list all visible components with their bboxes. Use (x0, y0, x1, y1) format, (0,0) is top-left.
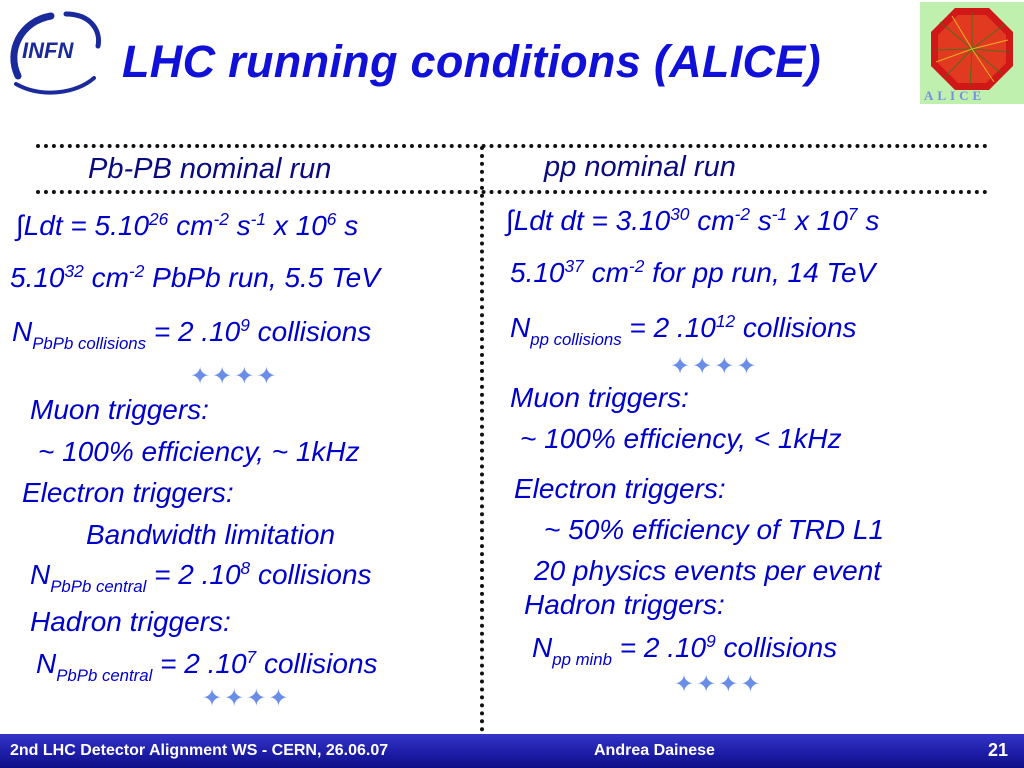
left-hadron-n (36, 646, 378, 685)
collisions-eq: = 2 .10 (146, 316, 241, 347)
lumi-exp: 30 (670, 203, 690, 224)
alice-logo (920, 2, 1024, 104)
lumi-exp: -1 (771, 203, 788, 224)
electron-n: N (30, 559, 51, 590)
lumi-exp: 26 (149, 208, 169, 229)
lumi-exp: 7 (847, 203, 858, 224)
lumi-tail: s (336, 210, 359, 241)
lumi-unit: s (228, 210, 251, 241)
infn-logo-text: INFN (22, 38, 74, 63)
right-density (510, 257, 875, 289)
density-exp: -2 (628, 255, 645, 276)
hadron-n: N (36, 648, 57, 679)
left-density (10, 262, 380, 294)
hadron-text: collisions (256, 648, 378, 679)
collisions-exp: 9 (240, 314, 250, 335)
hadron-eq: = 2 .10 (611, 632, 707, 663)
density-exp: 32 (64, 260, 84, 281)
lumi-unit: s (750, 205, 772, 236)
right-hadron-n (532, 630, 838, 669)
electron-sub: PbPb central (50, 576, 147, 596)
collisions-n: N (12, 316, 33, 347)
left-luminosity (16, 210, 358, 242)
lumi-exp: -1 (250, 208, 267, 229)
right-muon-detail: ~ 100% efficiency, < 1kHz (520, 423, 842, 454)
lumi-exp: -2 (734, 203, 750, 224)
right-hadron-title: Hadron triggers: (524, 589, 725, 620)
collisions-text: collisions (735, 312, 857, 343)
right-stars-2: ✦✦✦✦ (674, 671, 763, 698)
left-hadron-title: Hadron triggers: (30, 606, 231, 637)
left-muon-detail: ~ 100% efficiency, ~ 1kHz (38, 436, 360, 467)
infn-logo (6, 6, 106, 96)
right-stars-1: ✦✦✦✦ (670, 353, 759, 380)
collisions-n: N (510, 312, 531, 343)
collisions-text: collisions (249, 316, 372, 347)
right-electron-title: Electron triggers: (514, 473, 726, 504)
left-stars-1: ✦✦✦✦ (190, 363, 279, 390)
lumi-eq: = 3.10 (583, 205, 671, 236)
collisions-sub: pp collisions (530, 329, 622, 349)
density-text: PbPb run, 5.5 TeV (144, 262, 380, 293)
density-base: 5.10 (10, 262, 65, 293)
right-column-header: pp nominal run (544, 151, 736, 183)
hadron-eq: = 2 .10 (152, 648, 247, 679)
lumi-mult: x 10 (787, 205, 848, 236)
right-luminosity (506, 205, 879, 237)
left-muon-title: Muon triggers: (30, 394, 209, 425)
right-collisions (510, 310, 857, 349)
page-number: 21 (988, 740, 1009, 760)
hadron-exp: 9 (706, 630, 716, 651)
left-collisions (12, 314, 372, 353)
left-stars-2: ✦✦✦✦ (202, 685, 291, 712)
collisions-eq: = 2 .10 (621, 312, 716, 343)
header-dotted-line (36, 190, 988, 194)
left-column-header: Pb-PB nominal run (88, 153, 332, 185)
right-electron-detail: ~ 50% efficiency of TRD L1 (544, 514, 885, 545)
collisions-exp: 12 (715, 310, 736, 331)
integral-sign: ∫ (16, 210, 24, 241)
left-electron-title: Electron triggers: (22, 477, 234, 508)
electron-eq: = 2 .10 (146, 559, 241, 590)
collisions-sub: PbPb collisions (32, 333, 147, 353)
lumi-exp: 6 (326, 208, 337, 229)
density-unit: cm (583, 257, 629, 288)
density-exp: -2 (128, 260, 145, 281)
lumi-mult: x 10 (266, 210, 327, 241)
electron-text: collisions (250, 559, 372, 590)
left-electron-n (30, 557, 372, 596)
electron-exp: 8 (240, 557, 251, 578)
footer-event: 2nd LHC Detector Alignment WS - CERN, 26.06.07 (10, 742, 389, 759)
footer-author: Andrea Dainese (594, 742, 715, 759)
density-base: 5.10 (510, 257, 565, 288)
left-electron-detail: Bandwidth limitation (86, 519, 336, 550)
top-dotted-line (36, 144, 988, 148)
hadron-text: collisions (715, 632, 838, 663)
alice-logo-text: ALICE (924, 88, 986, 103)
right-muon-title: Muon triggers: (510, 382, 689, 413)
hadron-sub: pp minb (552, 649, 612, 669)
lumi-unit: cm (168, 210, 214, 241)
lumi-eq: = 5.10 (62, 210, 150, 241)
lumi-label: Ldt dt (513, 205, 584, 236)
hadron-sub: PbPb central (56, 665, 153, 685)
integral-sign: ∫ (506, 205, 514, 236)
column-divider (480, 146, 484, 732)
lumi-tail: s (857, 205, 880, 236)
lumi-label: Ldt (23, 210, 63, 241)
density-text: for pp run, 14 TeV (644, 257, 876, 288)
lumi-exp: -2 (213, 208, 229, 229)
page-title: LHC running conditions (ALICE) (122, 36, 821, 87)
density-exp: 37 (564, 255, 584, 276)
lumi-unit: cm (689, 205, 735, 236)
hadron-n: N (532, 632, 553, 663)
density-unit: cm (83, 262, 129, 293)
hadron-exp: 7 (246, 646, 257, 667)
right-electron-detail-2: 20 physics events per event (534, 555, 882, 586)
